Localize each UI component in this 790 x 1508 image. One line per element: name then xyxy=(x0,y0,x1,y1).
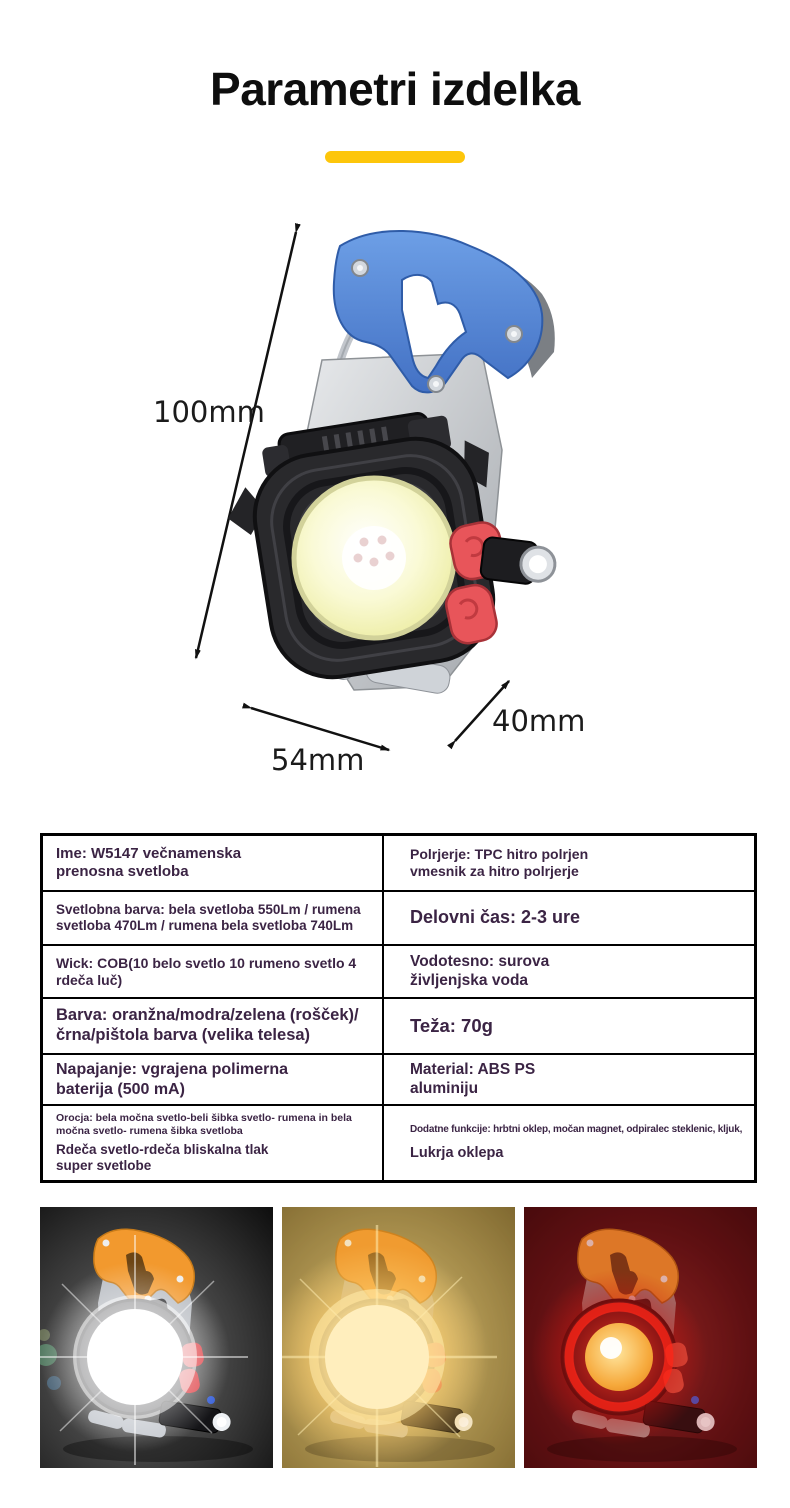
red-light-glow xyxy=(531,1269,707,1445)
product-photo-white-light xyxy=(40,1207,273,1468)
spec-table xyxy=(40,833,757,1183)
cob-led-lens xyxy=(294,478,454,638)
spec-cell-weight: Teža: 70g xyxy=(384,999,754,1055)
spec-cell-extra-functions: Dodatne funkcije: hrbtni oklep, močan magnet, odpiralec steklenic, kljuk, Lukrja oklepa xyxy=(410,1123,743,1162)
spec-cell-working-time: Delovni čas: 2-3 ure xyxy=(384,892,754,946)
spec-cell-modes: Orocja: bela močna svetlo-beli šibka svetlo- rumena in bela močna svetlo- rumena šibka svetloba Rdeča svetlo-rdeča bliskalna tlak super svetlobe xyxy=(43,1106,384,1180)
spec-cell-waterproof: Vodotesno: surova življenjska voda xyxy=(384,946,754,999)
spec-cell-power: Napajanje: vgrajena polimerna baterija (500 mA) xyxy=(43,1055,384,1106)
light-mode-photo-strip xyxy=(40,1207,757,1468)
spec-cell-charging: Polrjerje: TPC hitro polrjen vmesnik za hitro polrjerje xyxy=(384,836,754,892)
product-illustration xyxy=(130,210,690,810)
title-underline-accent xyxy=(325,151,465,163)
spec-cell-wick: Wick: COB(10 belo svetlo 10 rumeno svetlo 4 rdeča luč) xyxy=(43,946,384,999)
height-dimension-label: 100mm xyxy=(153,395,265,429)
width-dimension-label: 54mm xyxy=(271,743,365,777)
side-torch xyxy=(480,537,558,588)
spec-cell-name: Ime: W5147 večnamenska prenosna svetloba xyxy=(43,836,384,892)
depth-dimension-label: 40mm xyxy=(492,704,586,738)
spec-cell-light-color: Svetlobna barva: bela svetloba 550Lm / rumena svetloba 470Lm / rumena bela svetloba 740Lm xyxy=(43,892,384,946)
product-hero-figure xyxy=(130,210,690,810)
spec-cell-material: Material: ABS PS aluminiju xyxy=(384,1055,754,1106)
spec-cell-color: Barva: oranžna/modra/zelena (rošček)/ črna/pištola barva (velika telesa) xyxy=(43,999,384,1055)
page-title: Parametri izdelka xyxy=(210,63,580,115)
product-photo-warm-light xyxy=(282,1207,515,1468)
product-photo-red-light xyxy=(524,1207,757,1468)
